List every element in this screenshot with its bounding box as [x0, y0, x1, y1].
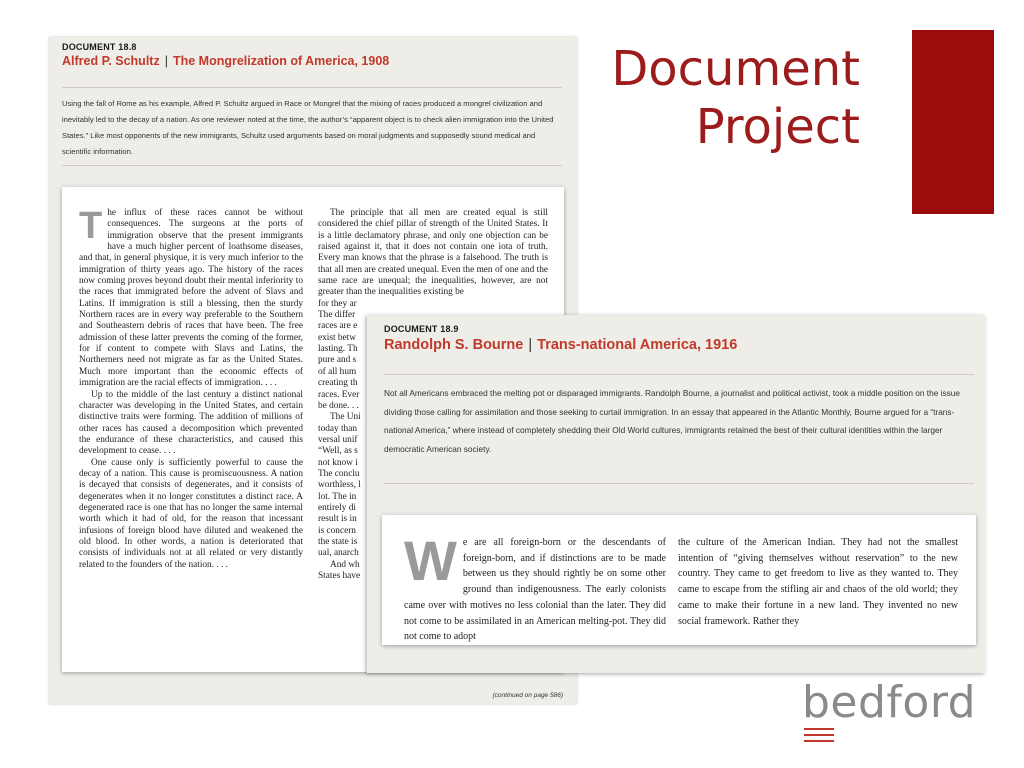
- excerpt-line: races. Ever: [318, 389, 360, 400]
- excerpt-line: for they ar: [318, 298, 357, 309]
- excerpt-line: ual, anarch: [318, 548, 359, 559]
- logo-lines-icon: [804, 728, 834, 746]
- document-title: [62, 54, 562, 68]
- document-author: Randolph S. Bourne: [384, 337, 524, 353]
- excerpt-paragraph: The principle that all men are created equal is still considered the chief pillar of strength of the United States. It is a little declamatory phrase, and only one objection can be raised against it, that it does not contain one iota of truth. Every man knows that the phrase is a falsehood. The truth is that all men are created unequal. Even the men of one and the same race are unequal; the inequalities, however, are not greater than the inequalities existing be: [318, 208, 548, 298]
- document-18-9-panel: [367, 315, 985, 673]
- title-separator: |: [164, 54, 168, 68]
- document-label: DOCUMENT 18.8: [62, 42, 137, 52]
- excerpt-paragraph: One cause only is sufficiently powerful to cause the decay of a nation. This cause is promiscuousness. A nation is decayed that consists of degenerates, and it consists of degenerates when it no longer constitutes a distinct race. A degenerated race is one that has no longer the same internal worth which it had of old, for the reason that incessant infusions of foreign blood have diluted and weakened the old blood. In other words, a nation is deteriorated that consists of individuals not at all related or very distantly related to the founders of the nation. . . .: [79, 457, 303, 570]
- accent-block: [912, 30, 994, 214]
- document-label: DOCUMENT 18.9: [384, 324, 459, 334]
- bedford-logo: [802, 677, 977, 760]
- document-work: The Mongrelization of America, 1908: [172, 54, 390, 68]
- document-author: Alfred P. Schultz: [62, 54, 160, 68]
- document-intro: Using the fall of Rome as his example, Alfred P. Schultz argued in Race or Mongrel that the mixing of races produced a mongrel civilization and inevitably led to the decay of a nation. As one reviewer noted at the time, the author’s “apparent object is to check alien immigration into the United States.” Like most opponents of the new immigrants, Schultz used arguments based on moral judgments and supposedly sound medical and scientific information.: [62, 99, 554, 156]
- excerpt-column-left: [79, 205, 303, 571]
- excerpt-line: creating th: [318, 378, 358, 389]
- excerpt-line: lasting. Th: [318, 344, 358, 355]
- excerpt-line: pure and s: [318, 355, 357, 366]
- divider: [62, 165, 562, 166]
- slide-title-line-2: Project: [695, 99, 860, 155]
- excerpt-line: The differ: [318, 310, 356, 321]
- excerpt-line: be done. . .: [318, 400, 359, 411]
- drop-cap: W: [404, 529, 457, 592]
- excerpt-paragraph: Up to the middle of the last century a distinct national character was developing in the United States, and certain distinctive traits were forming. The addition of millions of other races has caused a decomposition which prevented the endurance of these characteristics, and caused this development to cease. . . .: [79, 389, 303, 457]
- excerpt-line: the state is: [318, 536, 358, 547]
- slide-title: [560, 40, 860, 156]
- excerpt-column-left: [404, 529, 666, 645]
- excerpt-paragraph: the culture of the American Indian. They had not the smallest intention of “giving themselves without reservation” to the new country. They came to get freedom to live as they wanted to. They came to escape from the stifling air and chaos of the old world; they came to make their fortune in a new land. They invented no new social framework. Rather they: [678, 537, 958, 627]
- divider: [62, 87, 562, 88]
- excerpt-line: States have: [318, 571, 361, 581]
- continued-note: (continued on page 586): [492, 692, 563, 699]
- excerpt-line: versal unif: [318, 434, 358, 445]
- excerpt-line: worthless, l: [318, 480, 361, 491]
- document-title: [384, 337, 964, 353]
- excerpt-line: And wh: [330, 559, 360, 570]
- excerpt-line: The conclu: [318, 468, 360, 479]
- document-header: [62, 42, 562, 68]
- divider: [384, 483, 974, 484]
- document-work: Trans-national America, 1916: [537, 337, 738, 353]
- excerpt-line: entirely di: [318, 502, 356, 513]
- divider: [384, 374, 974, 375]
- logo-wordmark: bedford: [802, 677, 977, 728]
- excerpt-line: of all hum: [318, 366, 357, 377]
- excerpt-line: not know i: [318, 457, 358, 468]
- excerpt-line: exist betw: [318, 332, 356, 343]
- slide-title-line-1: Document: [611, 41, 860, 97]
- excerpt-column-right: [678, 535, 958, 629]
- excerpt-paragraph: We are all foreign-born or the descendants of foreign-born, and if distinctions are to be made between us they should rightly be on some other ground than indigenousness. The early colonists came over with motives no less colonial than the later. They did not come to be assimilated in an American melting-pot. They did not come to adopt: [404, 529, 666, 643]
- excerpt-paragraph: The influx of these races cannot be without consequences. The surgeons at the ports of immigration observe that the present immigrants have a much higher percent of loathsome diseases, and that, in general physique, it is very much inferior to the immigration of thirty years ago. The history of the races now coming proves beyond doubt their mental inferiority to the races that immigrated before the advent of Slavs and Latins. If immigration is still a blessing, then the sturdy Northern races are in every way preferable to the Southern and Southeastern debris of races that have been. The free admission of these latter prevents the coming of the former, for if content to compete with Slavs and Latins, the Northerners need not migrate as far as the United States. Much more important than the economic effects of immigration are the racial effects of immigration. . . .: [79, 205, 303, 389]
- excerpt-line: The Uni: [330, 412, 361, 423]
- document-intro: Not all Americans embraced the melting pot or disparaged immigrants. Randolph Bourne, a journalist and political activist, took a middle position on the issue dividing those calling for assimilation and those seeking to curtail immigration. In an essay that appeared in the Atlantic Monthly, Bourne argued for a “trans-national America,” where instead of completely shedding their Old World cultures, immigrants retained the best of their cultural identities within the larger democratic American society.: [384, 388, 961, 454]
- excerpt-line: “Well, as s: [318, 446, 358, 457]
- title-separator: |: [528, 337, 533, 353]
- excerpt-line: is concern: [318, 525, 356, 536]
- excerpt-page: [382, 515, 976, 645]
- excerpt-line: result is in: [318, 514, 357, 525]
- document-header: [384, 324, 964, 353]
- excerpt-line: lot. The in: [318, 491, 357, 502]
- drop-cap: T: [79, 205, 103, 247]
- excerpt-line: today than: [318, 423, 357, 434]
- excerpt-line: races are e: [318, 321, 358, 332]
